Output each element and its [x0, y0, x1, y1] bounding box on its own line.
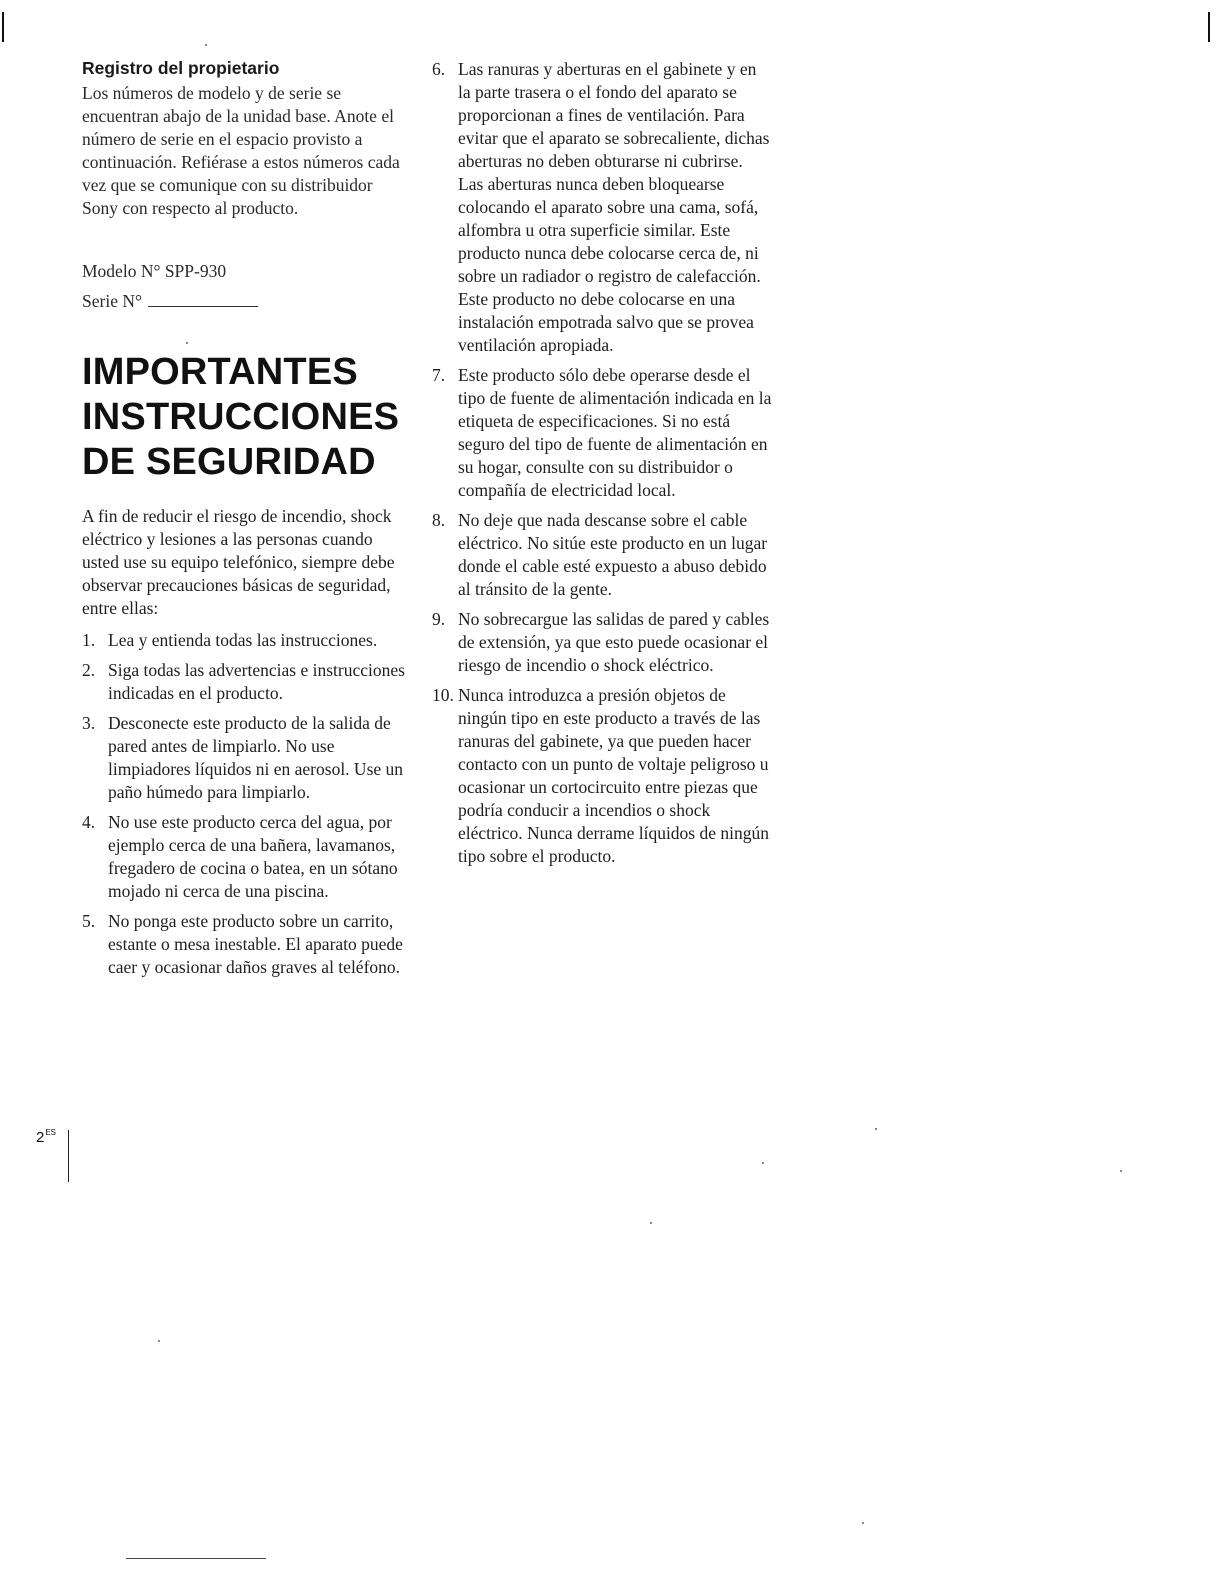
bottom-rule: [126, 1558, 266, 1559]
list-item: [82, 712, 412, 804]
item-number: 3.: [82, 713, 96, 733]
item-text: Desconecte este producto de la salida de pared antes de limpiarlo. No use limpiadores líquidos ni en aerosol. Use un paño húmedo para limpiarlo.: [108, 713, 404, 802]
item-text: No deje que nada descanse sobre el cable eléctrico. No sitúe este producto en un lugar donde el cable esté expuesto a abuso debido al tránsito de la gente.: [458, 510, 768, 599]
scan-speck: [875, 1128, 877, 1130]
list-item: [82, 659, 412, 705]
item-number: 1.: [82, 630, 96, 650]
list-item: [432, 364, 772, 502]
scan-speck: [158, 1340, 160, 1342]
model-line: [82, 256, 412, 286]
safety-title-line-2: INSTRUCCIONES: [82, 396, 400, 438]
serial-blank-line: [148, 288, 258, 307]
item-text: Lea y entienda todas las instrucciones.: [108, 630, 378, 650]
crop-mark-left: [2, 12, 4, 42]
owner-registration-section: [82, 56, 412, 316]
safety-title: [82, 350, 412, 485]
item-text: Este producto sólo debe operarse desde el tipo de fuente de alimentación indicada en la etiqueta de especificaciones. Si no está seguro del tipo de fuente de alimentación en su hogar, consulte con su distribuidor o compañía de electricidad local.: [458, 365, 772, 500]
scan-speck: [762, 1162, 764, 1164]
scan-speck: [205, 44, 207, 46]
crop-mark-right: [1208, 12, 1210, 42]
item-number: 4.: [82, 812, 96, 832]
list-item: [432, 608, 772, 677]
scan-speck: [650, 1222, 652, 1224]
item-text: Nunca introduzca a presión objetos de ningún tipo en este producto a través de las ranuras del gabinete, ya que pueden hacer contacto con un punto de voltaje peligroso u ocasionar un cortocircuito entre piezas que podría conducir a incendios o shock eléctrico. Nunca derrame líquidos de ningún tipo sobre el producto.: [458, 685, 770, 866]
safety-list-left: [82, 629, 412, 979]
item-text: No sobrecargue las salidas de pared y cables de extensión, ya que esto puede ocasionar el riesgo de incendio o shock eléctrico.: [458, 609, 770, 675]
model-label: Modelo N° SPP-930: [82, 261, 227, 281]
serial-line: [82, 286, 412, 316]
list-item: [432, 58, 772, 357]
safety-intro: A fin de reducir el riesgo de incendio, shock eléctrico y lesiones a las personas cuando usted use su equipo telefónico, siempre debe observar precauciones básicas de seguridad, entre ellas:: [82, 506, 395, 618]
page-number-rule: [68, 1130, 69, 1182]
item-number: 2.: [82, 660, 96, 680]
item-number: 5.: [82, 911, 96, 931]
safety-title-line-3: DE SEGURIDAD: [82, 441, 376, 483]
item-number: 7.: [432, 365, 446, 385]
list-item: [82, 811, 412, 903]
item-number: 9.: [432, 609, 446, 629]
scan-speck: [186, 342, 188, 344]
item-text: No use este producto cerca del agua, por ejemplo cerca de una bañera, lavamanos, fregadero de cocina o batea, en un sótano mojado ni cerca de una piscina.: [108, 812, 398, 901]
item-text: Siga todas las advertencias e instrucciones indicadas en el producto.: [108, 660, 405, 703]
safety-title-line-1: IMPORTANTES: [82, 351, 358, 393]
list-item: [432, 509, 772, 601]
model-serial-block: [82, 256, 412, 316]
list-item: [82, 910, 412, 979]
page-number: [36, 1128, 56, 1146]
left-column: [82, 56, 412, 986]
scan-speck: [862, 1522, 864, 1524]
safety-list-right: [432, 58, 772, 868]
item-number: 8.: [432, 510, 446, 530]
item-number: 6.: [432, 59, 446, 79]
list-item: [82, 629, 412, 652]
registration-heading: Registro del propietario: [82, 58, 280, 78]
scan-speck: [1120, 1170, 1122, 1172]
serial-label: Serie N°: [82, 291, 142, 311]
page-language-suffix: ES: [45, 1128, 57, 1137]
page-number-digit: 2: [36, 1129, 45, 1146]
registration-body: Los números de modelo y de serie se encuentran abajo de la unidad base. Anote el número de serie en el espacio provisto a continuación. Refiérase a estos números cada vez que se comunique con su distribuidor Sony con respecto al producto.: [82, 83, 400, 218]
right-column: [432, 58, 772, 875]
item-text: No ponga este producto sobre un carrito, estante o mesa inestable. El aparato puede caer y ocasionar daños graves al teléfono.: [108, 911, 403, 977]
list-item: [432, 684, 772, 868]
item-text: Las ranuras y aberturas en el gabinete y en la parte trasera o el fondo del aparato se proporcionan a fines de ventilación. Para evitar que el aparato se sobrecaliente, dichas aberturas no deben obturarse ni cubrirse. Las aberturas nunca deben bloquearse colocando el aparato sobre una cama, sofá, alfombra u otra superficie similar. Este producto nunca debe colocarse cerca de, ni sobre un radiador o registro de calefacción. Este producto no debe colocarse en una instalación empotrada salvo que se provea ventilación apropiada.: [458, 59, 770, 355]
item-number: 10.: [432, 685, 454, 705]
